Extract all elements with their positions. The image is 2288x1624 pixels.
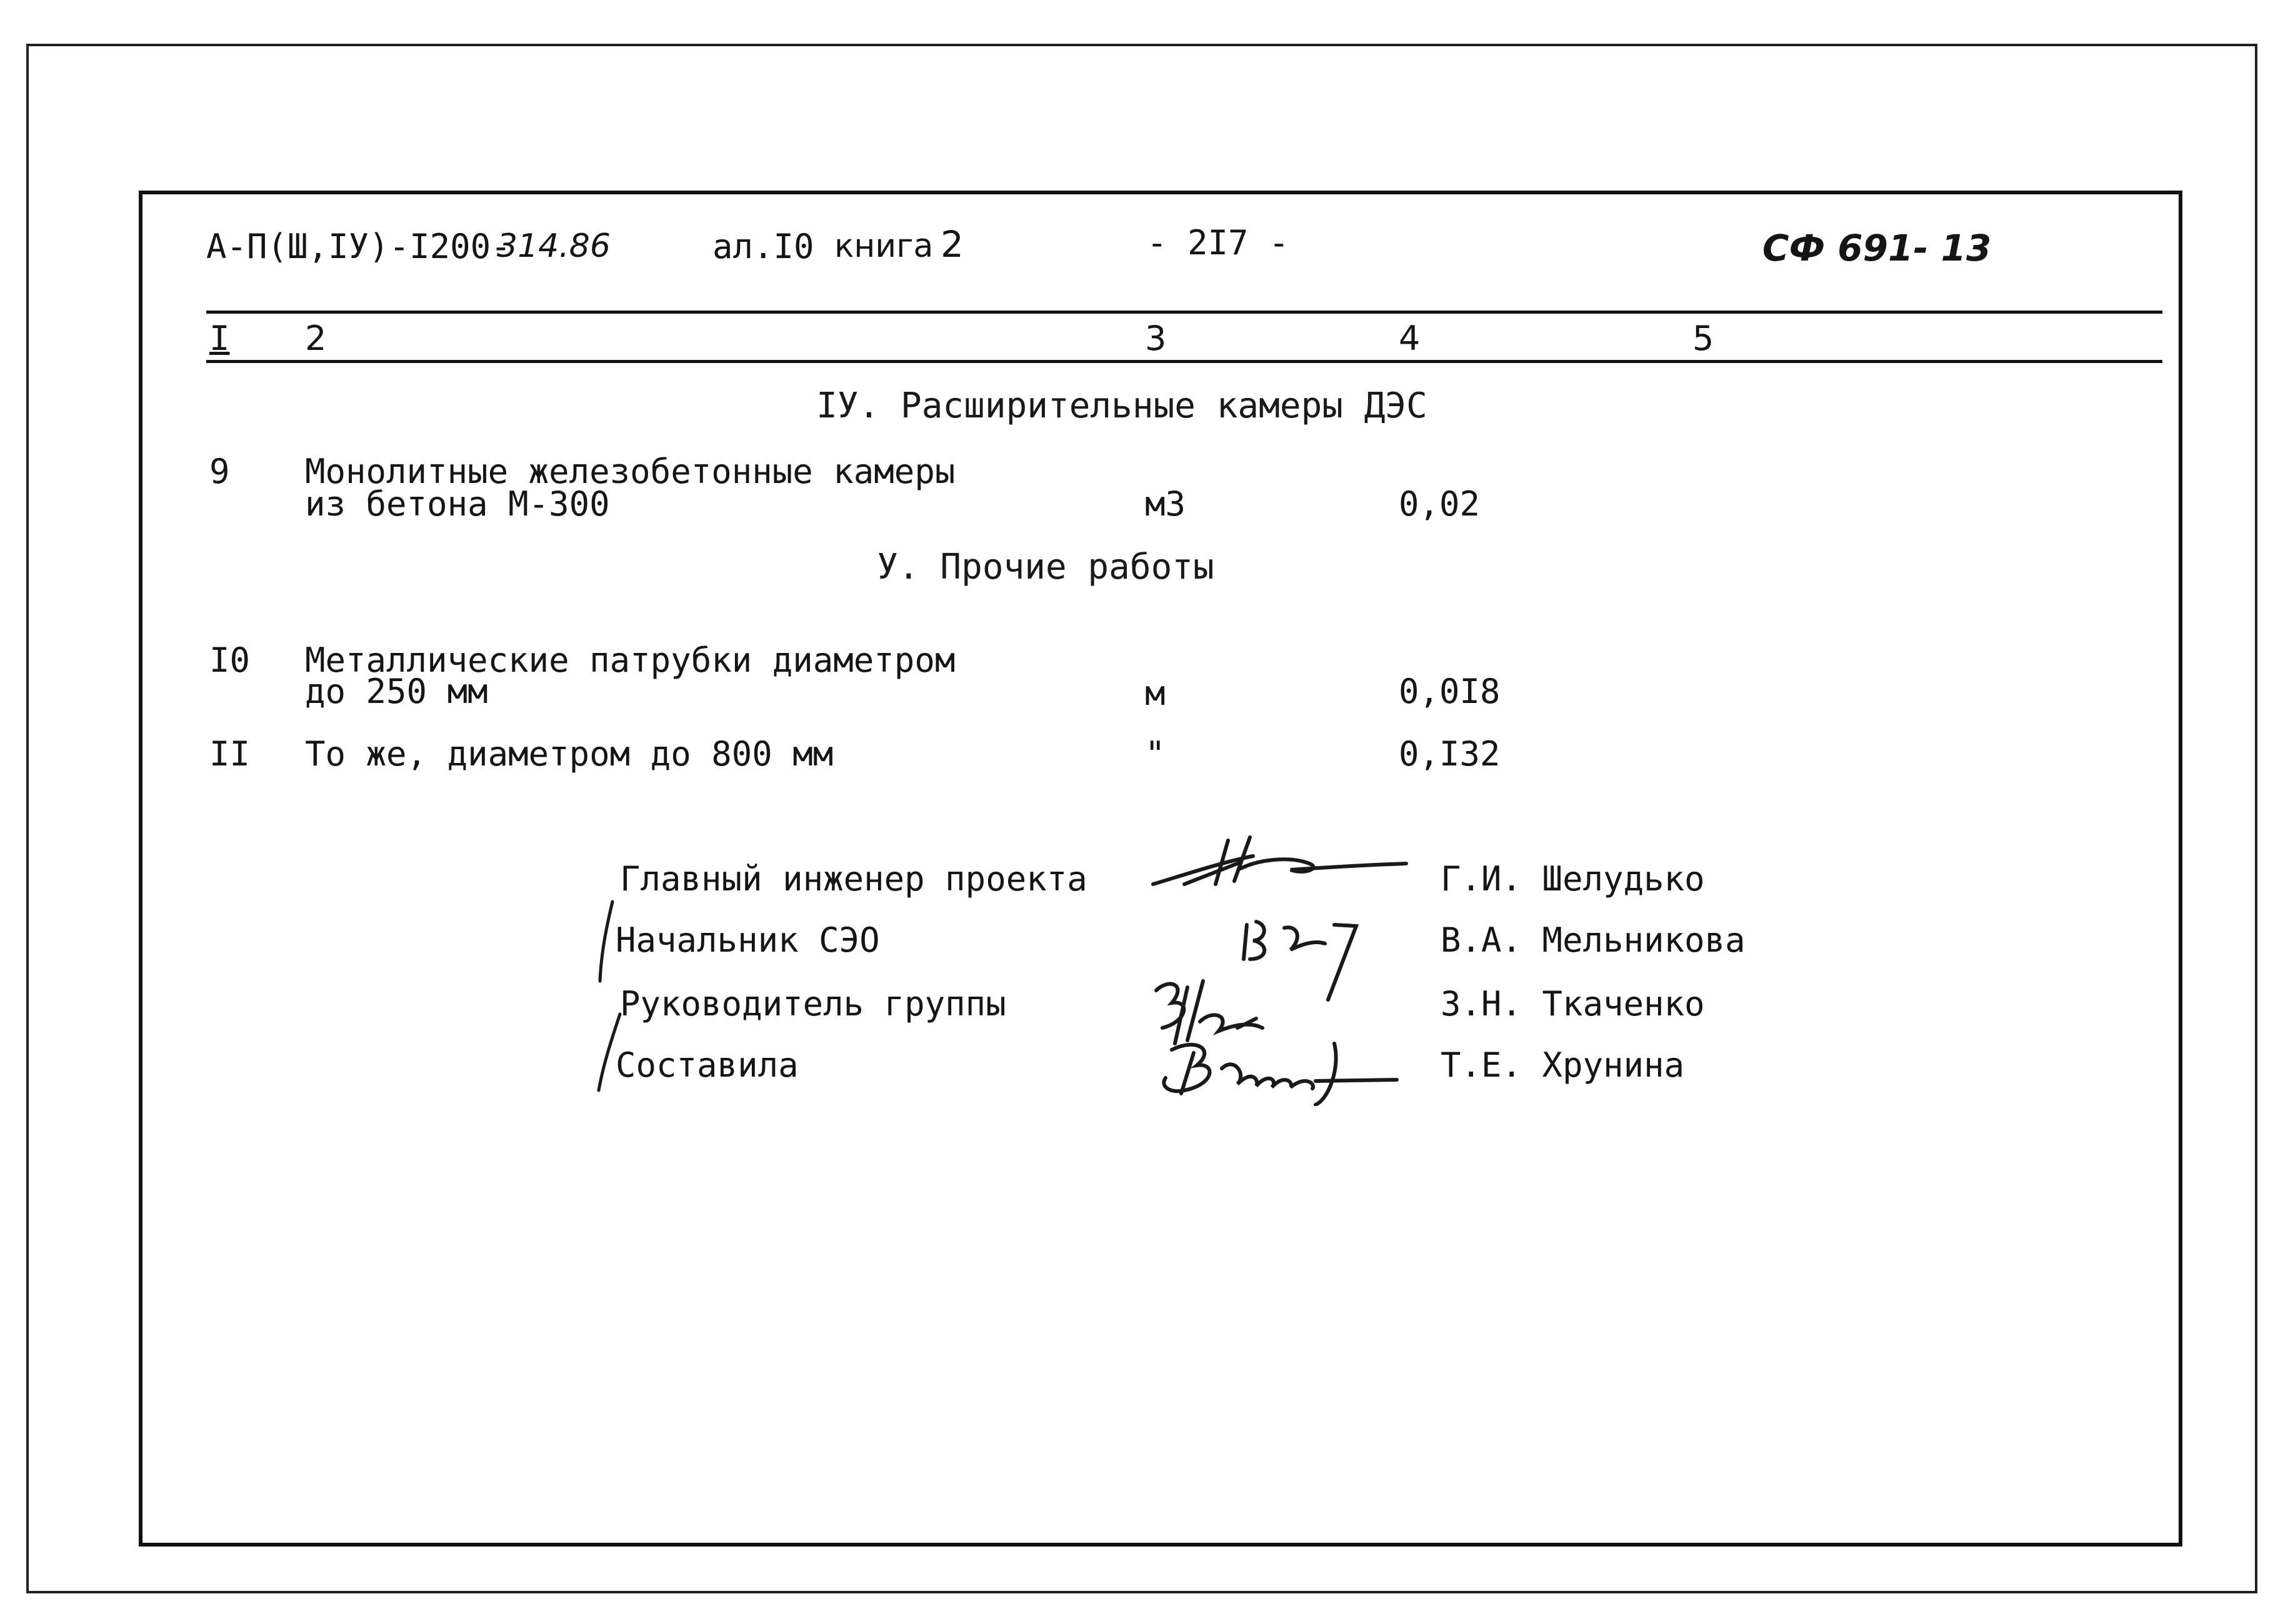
- signature-scribble: [1147, 1031, 1409, 1106]
- signature-scribble: [1147, 825, 1409, 900]
- signatory-role: Руководитель группы: [620, 984, 1006, 1024]
- signatory-role: Начальник СЭО: [616, 920, 880, 960]
- row-unit: ": [1145, 734, 1166, 774]
- row-description-line2: до 250 мм: [305, 672, 488, 711]
- signatory-role: Главный инженер проекта: [620, 859, 1087, 899]
- row-quantity: 0,02: [1399, 484, 1481, 524]
- signatory-name: Г.И. Шелудько: [1441, 859, 1705, 899]
- row-unit: м3: [1145, 484, 1186, 524]
- page-number: - 2I7 -: [1147, 223, 1289, 262]
- section-title: IУ. Расширительные камеры ДЭС: [816, 386, 1427, 426]
- album-number: ал.I0: [712, 227, 814, 266]
- column-header-bottom-rule: [206, 360, 2162, 363]
- column-header-top-rule: [206, 311, 2162, 314]
- book-label: книга: [834, 227, 934, 265]
- row-number: II: [209, 734, 251, 774]
- section-title: У. Прочие работы: [877, 547, 1214, 587]
- signatory-name: З.Н. Ткаченко: [1441, 984, 1705, 1024]
- signatory-name: Т.Е. Хрунина: [1441, 1045, 1685, 1085]
- project-code: А-П(Ш,IУ)-I200-: [206, 227, 511, 266]
- signatory-role: Составила: [616, 1045, 799, 1085]
- margin-check-mark: [594, 897, 619, 984]
- column-4-number: 4: [1399, 319, 1421, 358]
- column-2-number: 2: [305, 319, 327, 358]
- row-number: I0: [209, 640, 251, 680]
- column-5-number: 5: [1692, 319, 1714, 358]
- row-quantity: 0,0I8: [1399, 672, 1501, 711]
- stamp-code: СФ 691- 13: [1762, 227, 1992, 269]
- book-number-handwritten: 2: [941, 223, 964, 266]
- row-description-line1: Металлические патрубки диаметром: [305, 640, 956, 680]
- row-number: 9: [209, 452, 230, 491]
- row-quantity: 0,I32: [1399, 734, 1501, 774]
- row-description-line1: То же, диаметром до 800 мм: [305, 734, 834, 774]
- project-code-handwritten: 314.86: [497, 227, 611, 265]
- column-1-number: I: [209, 319, 230, 358]
- signatory-name: В.А. Мельникова: [1441, 920, 1746, 960]
- row-unit: м: [1145, 674, 1166, 713]
- row-description-line2: из бетона М-300: [305, 484, 610, 524]
- column-3-number: 3: [1145, 319, 1167, 358]
- row-description-line1: Монолитные железобетонные камеры: [305, 452, 956, 491]
